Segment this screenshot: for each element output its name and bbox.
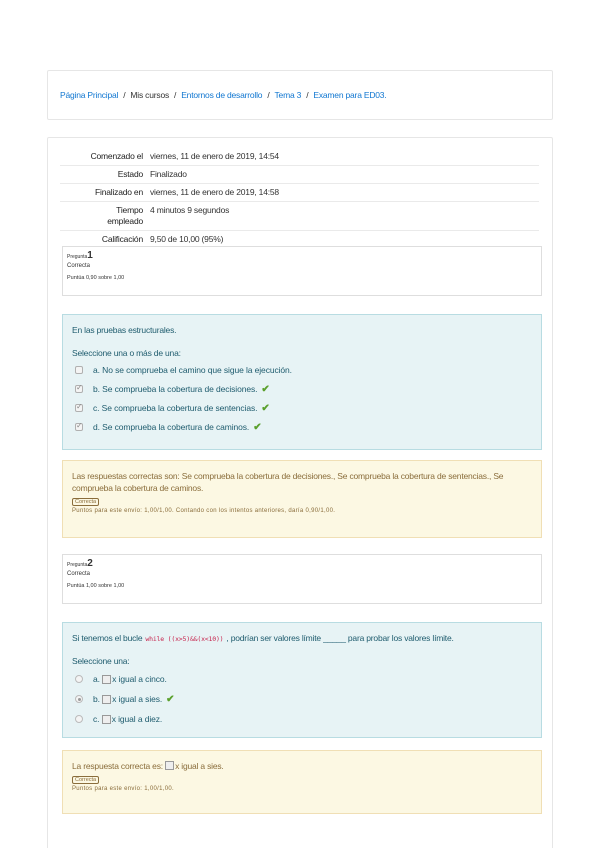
question-state: Correcta [67, 263, 91, 269]
option-prefix: c. [93, 714, 100, 724]
status-badge: Correcta [72, 776, 99, 784]
checkbox[interactable] [75, 385, 83, 393]
code-snippet: while ((x>5)&&(x<10)) [145, 635, 224, 643]
correct-answer-text: Las respuestas correctas son: Se comprueba la cobertura de decisiones., Se comprueba la cobertura de sentencias., Se comprueba la cobertura de caminos. [72, 471, 504, 493]
breadcrumb-separator: / [267, 90, 270, 100]
question-1-feedback [62, 460, 542, 538]
broken-image-icon [102, 695, 111, 704]
status-badge: Correcta [72, 498, 99, 506]
option-prefix: b. [93, 694, 100, 704]
option-prefix: a. [93, 674, 100, 684]
question-grade: Puntúa 1,00 sobre 1,00 [67, 583, 125, 589]
question-state: Correcta [67, 571, 91, 577]
breadcrumb-separator: / [123, 90, 126, 100]
summary-row [60, 184, 539, 202]
question-2-feedback [62, 750, 542, 814]
summary-label: Finalizado en [60, 184, 148, 202]
breadcrumb-course-link[interactable]: Entornos de desarrollo [181, 90, 263, 100]
question-1-formulation [62, 314, 542, 450]
answer-option-d[interactable] [72, 420, 532, 434]
checkbox[interactable] [75, 366, 83, 374]
check-icon: ✔ [261, 402, 270, 414]
option-label: c. Se comprueba la cobertura de sentencias. [93, 403, 258, 413]
correct-answer-text: La respuesta correcta es: x igual a sies. [72, 761, 224, 771]
question-2-formulation [62, 622, 542, 738]
summary-label: Comenzado el [90, 151, 143, 161]
radio-button[interactable] [75, 675, 83, 683]
answer-option-c[interactable] [72, 712, 532, 726]
answer-prompt: Seleccione una o más de una: [72, 348, 181, 358]
option-label: x igual a diez. [111, 714, 163, 724]
summary-label: Calificación [60, 231, 148, 249]
broken-image-icon [102, 715, 111, 724]
summary-row [60, 202, 539, 231]
answer-option-b[interactable] [72, 692, 532, 706]
answer-option-a[interactable] [72, 363, 532, 377]
breadcrumb-mis-cursos: Mis cursos [130, 90, 170, 100]
summary-label: Tiempo empleado [60, 202, 148, 231]
question-2-info [62, 554, 542, 604]
breadcrumb-exam-link[interactable]: Examen para ED03. [313, 90, 387, 100]
answer-option-c[interactable] [72, 401, 532, 415]
breadcrumb-home-link[interactable]: Página Principal [60, 90, 119, 100]
summary-value: Finalizado [148, 166, 539, 184]
breadcrumb-separator: / [306, 90, 309, 100]
answer-option-a[interactable] [72, 672, 532, 686]
check-icon: ✔ [261, 383, 270, 395]
question-1-info [62, 246, 542, 296]
summary-value: 9,50 de 10,00 (95%) [148, 231, 539, 249]
option-label: d. Se comprueba la cobertura de caminos. [93, 422, 250, 432]
check-icon: ✔ [166, 693, 175, 705]
quiz-review-panel [47, 137, 553, 848]
summary-row [60, 148, 539, 166]
question-number: Pregunta1 [67, 250, 93, 261]
breadcrumb-topic-link[interactable]: Tema 3 [274, 90, 302, 100]
question-grade: Puntúa 0,90 sobre 1,00 [67, 275, 125, 281]
option-label: x igual a sies. [112, 694, 163, 704]
points-text: Puntos para este envío: 1,00/1,00. Contando con los intentos anteriores, daría 0,90/1,00. [72, 508, 336, 514]
option-label: x igual a cinco. [112, 674, 167, 684]
option-label: b. Se comprueba la cobertura de decisiones. [93, 384, 258, 394]
checkbox[interactable] [75, 423, 83, 431]
breadcrumb [47, 70, 553, 120]
question-text: Si tenemos el bucle while ((x>5)&&(x<10)) , podrían ser valores límite _____ para probar los valores límite. [72, 633, 454, 643]
answer-prompt: Seleccione una: [72, 656, 130, 666]
answer-option-b[interactable] [72, 382, 532, 396]
option-label: a. No se comprueba el camino que sigue la ejecución. [93, 365, 292, 375]
summary-value: viernes, 11 de enero de 2019, 14:58 [148, 184, 539, 202]
summary-value: 4 minutos 9 segundos [148, 202, 539, 231]
points-text: Puntos para este envío: 1,00/1,00. [72, 786, 174, 792]
summary-label: Estado [60, 166, 148, 184]
summary-row [60, 166, 539, 184]
radio-button[interactable] [75, 715, 83, 723]
question-number: Pregunta2 [67, 558, 93, 569]
broken-image-icon [165, 761, 174, 770]
breadcrumb-separator: / [174, 90, 177, 100]
radio-button[interactable] [75, 695, 83, 703]
summary-value: viernes, 11 de enero de 2019, 14:54 [150, 151, 279, 161]
checkbox[interactable] [75, 404, 83, 412]
attempt-summary-table [60, 148, 539, 248]
check-icon: ✔ [253, 421, 262, 433]
question-text: En las pruebas estructurales. [72, 325, 177, 335]
broken-image-icon [102, 675, 111, 684]
